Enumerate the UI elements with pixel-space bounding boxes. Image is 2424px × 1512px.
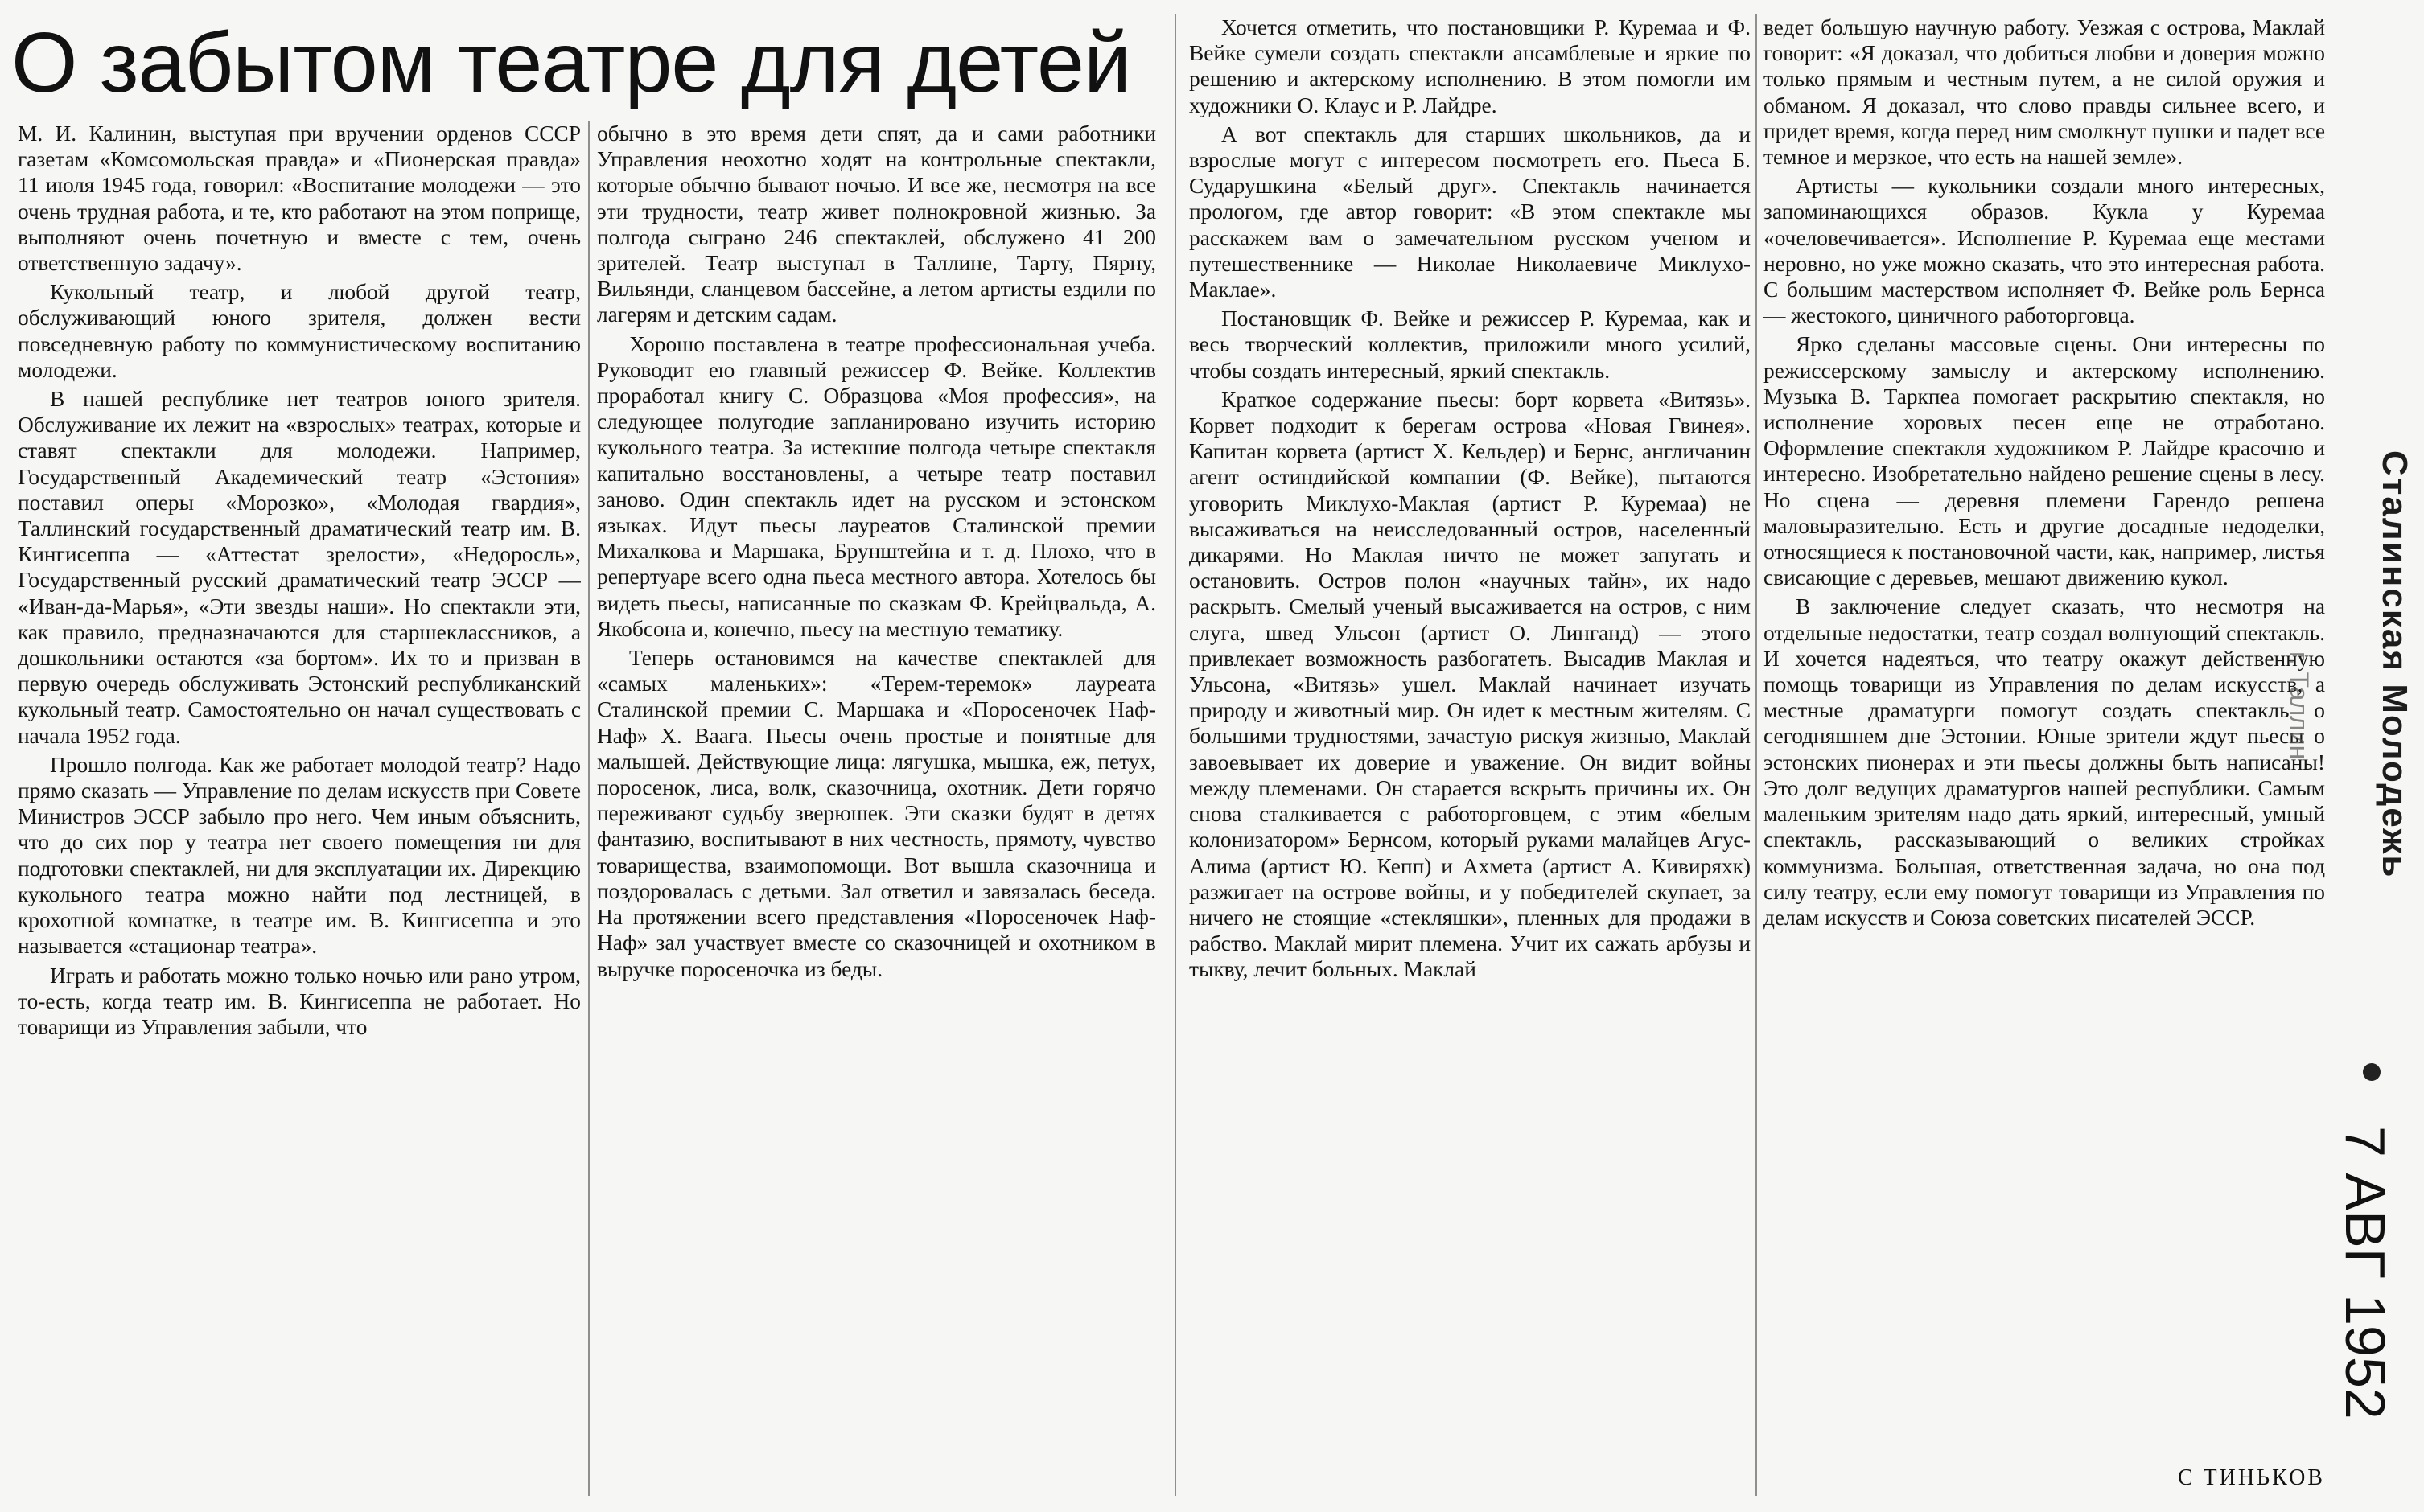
newspaper-name-stamp [2369,450,2418,901]
paragraph: Теперь остановимся на качестве спектаклей для «самых маленьких»: «Терем-теремок» лауреата Сталинской премии С. Маршака и «Поросеночек Наф-Наф» Х. Ваага. Пьесы очень простые и понятные для малышей. Действующие лица: лягушка, мышка, еж, петух, поросенок, лиса, волк, сказочница, охотник. Дети горячо переживают судьбу зверюшек. Эти сказки будят в детях фантазию, воспитывают в них честность, прямоту, чувство товарищества, взаимопомощи. Вот вышла сказочница и поздоровалась с детьми. Зал ответил и завязалась беседа. На протяжении всего представления «Поросеночек Наф-Наф» зал участвует вместе со сказочницей и охотником в выручке поросеночка из беды. [597,646,1156,981]
paragraph: Играть и работать можно только ночью или рано утром, то-есть, когда театр им. В. Кингисеппа не работает. Но товарищи из Управления забыли, что [18,963,581,1039]
date-stamp [2333,1126,2405,1464]
newspaper-name: Сталинская Молодежь [2375,450,2414,879]
paragraph: М. И. Калинин, выступая при вручении орденов СССР газетам «Комсомольская правда» и «Пионерская правда» 11 июля 1945 года, говорил: «Воспитание молодежи — это очень трудная работа, и те, кто работают на этом поприще, выполняют очень почетную и вместе с тем, очень ответственную задачу». [18,121,581,276]
column-divider [588,121,590,1496]
paragraph: В нашей республике нет театров юного зрителя. Обслуживание их лежит на «взрослых» театрах, которые и ставят спектакли для молодежи. Например, Государственный Академический театр «Эстония» поставил оперы «Морозко», «Молодая гвардия», Таллинский государственный драматический театр им. В. Кингисеппа — «Аттестат зрелости», «Недоросль», Государственный русский драматический театр ЭССР — «Иван-да-Марья», «Эти звезды наши». Но спектакли эти, как правило, предназначаются для старшеклассников, а дошкольники остаются «за бортом». Их то и призван в первую очередь обслуживать Эстонский республиканский кукольный театр. Самостоятельно он начал существовать с начала 1952 года. [18,387,581,748]
column-3 [1189,14,1751,1496]
column-4 [1763,14,2325,1496]
city-stamp [2285,651,2317,796]
paragraph: Прошло полгода. Как же работает молодой театр? Надо прямо сказать — Управление по делам искусств при Совете Министров ЭССР забыло про него. Чем иным объяснить, что до сих пор у театра нет своего помещения ни для подготовки спектаклей, ни для эксплуатации их. Дирекцию кукольного театра можно найти под лестницей, в крохотной комнатке, в театре им. В. Кингисеппа и это называется «стационар театра». [18,752,581,959]
paragraph: Кукольный театр, и любой другой театр, обслуживающий юного зрителя, должен вести повседневную работу по коммунистическому воспитанию молодежи. [18,280,581,382]
column-2 [597,121,1156,1496]
stamp-date: 7 АВГ 1952 [2334,1126,2397,1420]
paragraph: В заключение следует сказать, что несмотря на отдельные недостатки, театр создал волнующий спектакль. И хочется надеяться, что театру окажут действенную помощь товарищи из Управления по делам искусств, а местные драматурги помогут создать спектакль о сегодняшнем дне Эстонии. Юные зрители ждут пьесы о эстонских пионерах и эти пьесы должны быть написаны! Это долг ведущих драматургов нашей республики. Самым маленьким зрителям надо дать яркий, интересный, умный спектакль, рассказывающий о великих стройках коммунизма. Большая, ответственная задача, но она под силу театру, если ему помогут товарищи из Управления по делам искусств и Союза советских писателей ЭССР. [1763,594,2325,930]
column-divider [1175,14,1176,1496]
paragraph: Хорошо поставлена в театре профессиональная учеба. Руководит ею главный режиссер Ф. Вейке. Коллектив проработал книгу С. Образцова «Моя профессия», на следующее полугодие запланировано изучить историю кукольного театра. За истекшие полгода четыре спектакля капитально восстановлены, а четыре театр поставил заново. Один спектакль идет на русском и эстонском языках. Идут пьесы лауреатов Сталинской премии Михалкова и Маршака, Брунштейна и т. д. Плохо, что в репертуаре всего одна пьеса местного автора. Хотелось бы видеть пьесы, написанные по сказкам Ф. Крейцвальда, А. Якобсона и, конечно, пьесу на местную тематику. [597,331,1156,641]
paragraph: ведет большую научную работу. Уезжая с острова, Маклай говорит: «Я доказал, что добиться любви и доверия можно только прямым и честным путем, а не силой оружия и обманом. Я доказал, что слово правды сильнее всего, и придет время, когда перед ним смолкнут пушки и падет все темное и мерзкое, что есть на нашей земле». [1763,15,2325,170]
paragraph: Ярко сделаны массовые сцены. Они интересны по режиссерскому замыслу и актерскому исполнению. Музыка В. Таркпеа помогает раскрытию спектакля, но исполнение хоровых песен еще не отработано. Оформление спектакля художником Р. Лайдре красочно и интересно. Изобретательно найдено решение сцены в лесу. Но сцена — деревня племени Гарендо решена маловыразительно. Есть и другие досадные недоделки, относящиеся к постановочной части, как, например, листья свисающие с деревьев, мешают движению кукол. [1763,332,2325,590]
paragraph: Краткое содержание пьесы: борт корвета «Витязь». Корвет подходит к берегам острова «Новая Гвинея». Капитан корвета (артист Х. Кельдер) и Бернс, англичанин агент остиндийской компании (Ф. Вейке), пытаются уговорить Миклухо-Маклая (артист Р. Куремаа) не высаживаться на неисследованный остров, населенный дикарями. Но Маклая ничто не может запугать и остановить. Остров полон «научных тайн», их надо раскрыть. Смелый ученый высаживается на остров, с ним слуга, швед Ульсон (артист О. Лингaнд) — этого привлекает возможность разбогатеть. Высадив Маклая и Ульсона, «Витязь» ушел. Маклай начинает изучать природу и животный мир. Он идет к местным жителям. С большими трудностями, зачастую рискуя жизнью, Маклай завоевывает их доверие и уважение. Он видит войны между племенами. Он старается вскрыть причины их. Он снова сталкивается с работорговцем, с этим «белым колонизатором» Бернсом, который руками малайцев Агус-Алима (артист Ю. Кепп) и Ахмета (артист А. Кивиряхк) разжигает на острове войны, и у победителей скупает, за ничего не стоящие «стекляшки», пленных для продажи в рабство. Маклай мирит племена. Учит их сажать арбузы и тыкву, лечит больных. Маклай [1189,387,1751,982]
author-signature: С ТИНЬКОВ [2177,1465,2325,1490]
paragraph: Артисты — кукольники создали много интересных, запоминающихся образов. Кукла у Куремаа «очеловечивается». Исполнение Р. Куремаа еще местами неровно, но уже можно сказать, что это интересная работа. С большим мастерством исполняет Ф. Вейке роль Бернса — жестокого, циничного работорговца. [1763,174,2325,328]
column-divider [1755,14,1757,1496]
paragraph: А вот спектакль для старших школьников, да и взрослые могут с интересом посмотреть его. Пьеса Б. Сударушкина «Белый друг». Спектакль начинается прологом, где автор говорит: «В этом спектакле мы расскажем вам о замечательном русском ученом и путешественнике — Николае Николаевиче Миклухо-Маклае». [1189,121,1751,302]
city-name: г. Таллин [2285,651,2314,760]
stamp-dot-icon [2363,1063,2381,1081]
article-headline: О забытом театре для детей [11,15,1131,110]
paragraph: обычно в это время дети спят, да и сами работники Управления неохотно ходят на контрольные спектакли, которые обычно бывают ночью. И все же, несмотря на все эти трудности, театр живет полнокровной жизнью. За полгода сыграно 246 спектаклей, обслужено 41 200 зрителей. Театр выступал в Таллине, Тарту, Пярну, Вильянди, сланцевом бассейне, а летом артисты ездили по лагерям и детским садам. [597,121,1156,327]
column-1 [18,121,581,1496]
paragraph: Постановщик Ф. Вейке и режиссер Р. Куремаа, как и весь творческий коллектив, приложили много усилий, чтобы создать интересный, яркий спектакль. [1189,306,1751,383]
paragraph: Хочется отметить, что постановщики Р. Куремаа и Ф. Вейке сумели создать спектакли ансамблевые и яркие по решению и актерскому исполнению. В этом помогли им художники О. Клаус и Р. Лайдре. [1189,15,1751,117]
